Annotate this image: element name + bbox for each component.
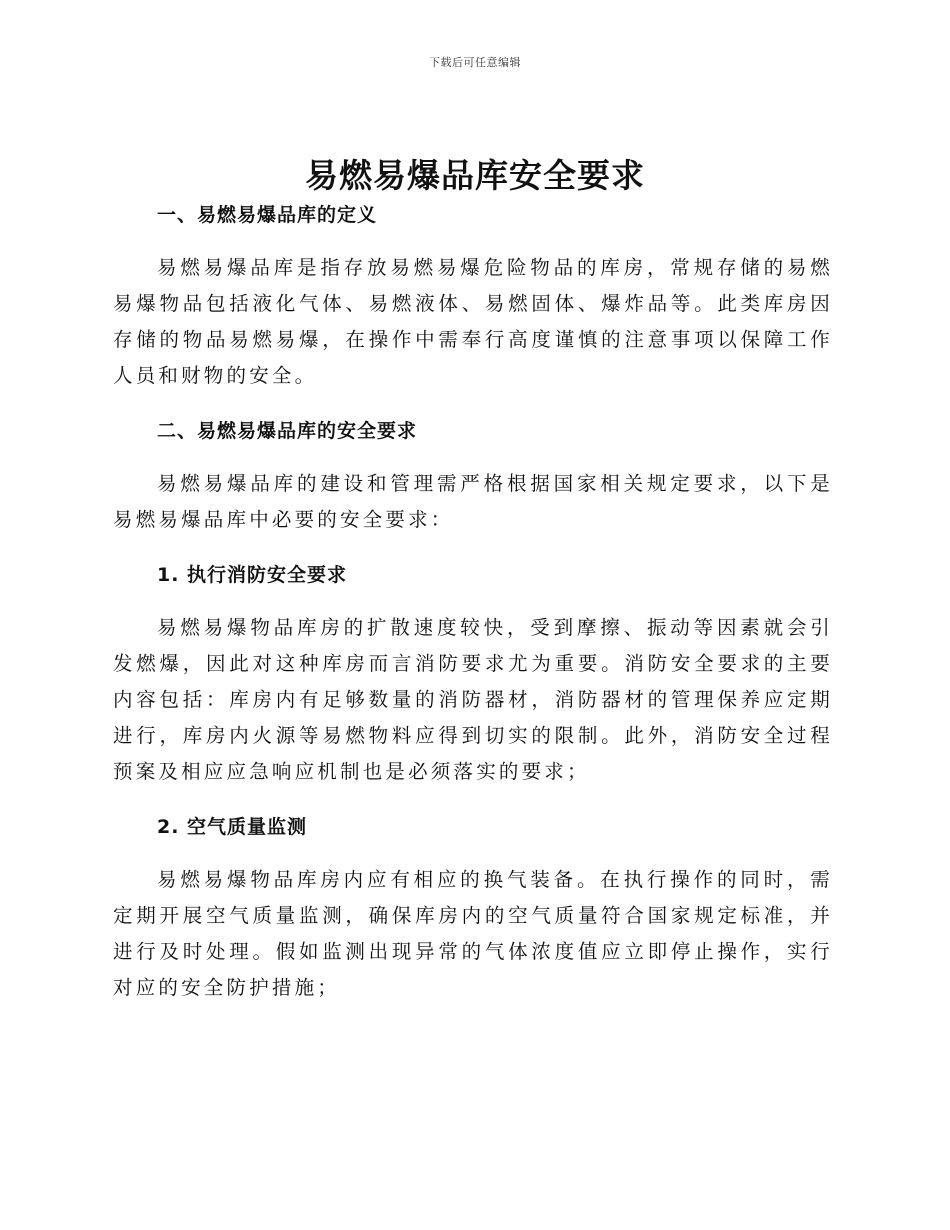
item2-heading: 2. 空气质量监测 [157, 816, 308, 838]
section1-heading: 一、易燃易爆品库的定义 [157, 204, 378, 226]
document-body [113, 200, 833, 1006]
document-title: 易燃易爆品库安全要求 [305, 156, 645, 195]
item2-paragraph: 易燃易爆物品库房内应有相应的换气装备。在执行操作的同时，需定期开展空气质量监测，确保库房内的空气质量符合国家规定标准，并进行及时处理。假如监测出现异常的气体浓度值应立即停止操作，实行对应的安全防护措施； [113, 868, 833, 999]
item1-heading: 1. 执行消防安全要求 [157, 564, 348, 586]
header-note: 下载后可任意编辑 [429, 56, 521, 69]
section2-paragraph: 易燃易爆品库的建设和管理需严格根据国家相关规定要求，以下是易燃易爆品库中必要的安全要求： [113, 472, 833, 531]
item1-paragraph: 易燃易爆物品库房的扩散速度较快，受到摩擦、振动等因素就会引发燃爆，因此对这种库房而言消防要求尤为重要。消防安全要求的主要内容包括：库房内有足够数量的消防器材，消防器材的管理保养应定期进行，库房内火源等易燃物料应得到切实的限制。此外，消防安全过程预案及相应应急响应机制也是必须落实的要求； [113, 616, 833, 783]
section1-paragraph: 易燃易爆品库是指存放易燃易爆危险物品的库房，常规存储的易燃易爆物品包括液化气体、易燃液体、易燃固体、爆炸品等。此类库房因存储的物品易燃易爆，在操作中需奉行高度谨慎的注意事项以保障工作人员和财物的安全。 [113, 256, 833, 387]
section2-heading: 二、易燃易爆品库的安全要求 [157, 420, 418, 442]
